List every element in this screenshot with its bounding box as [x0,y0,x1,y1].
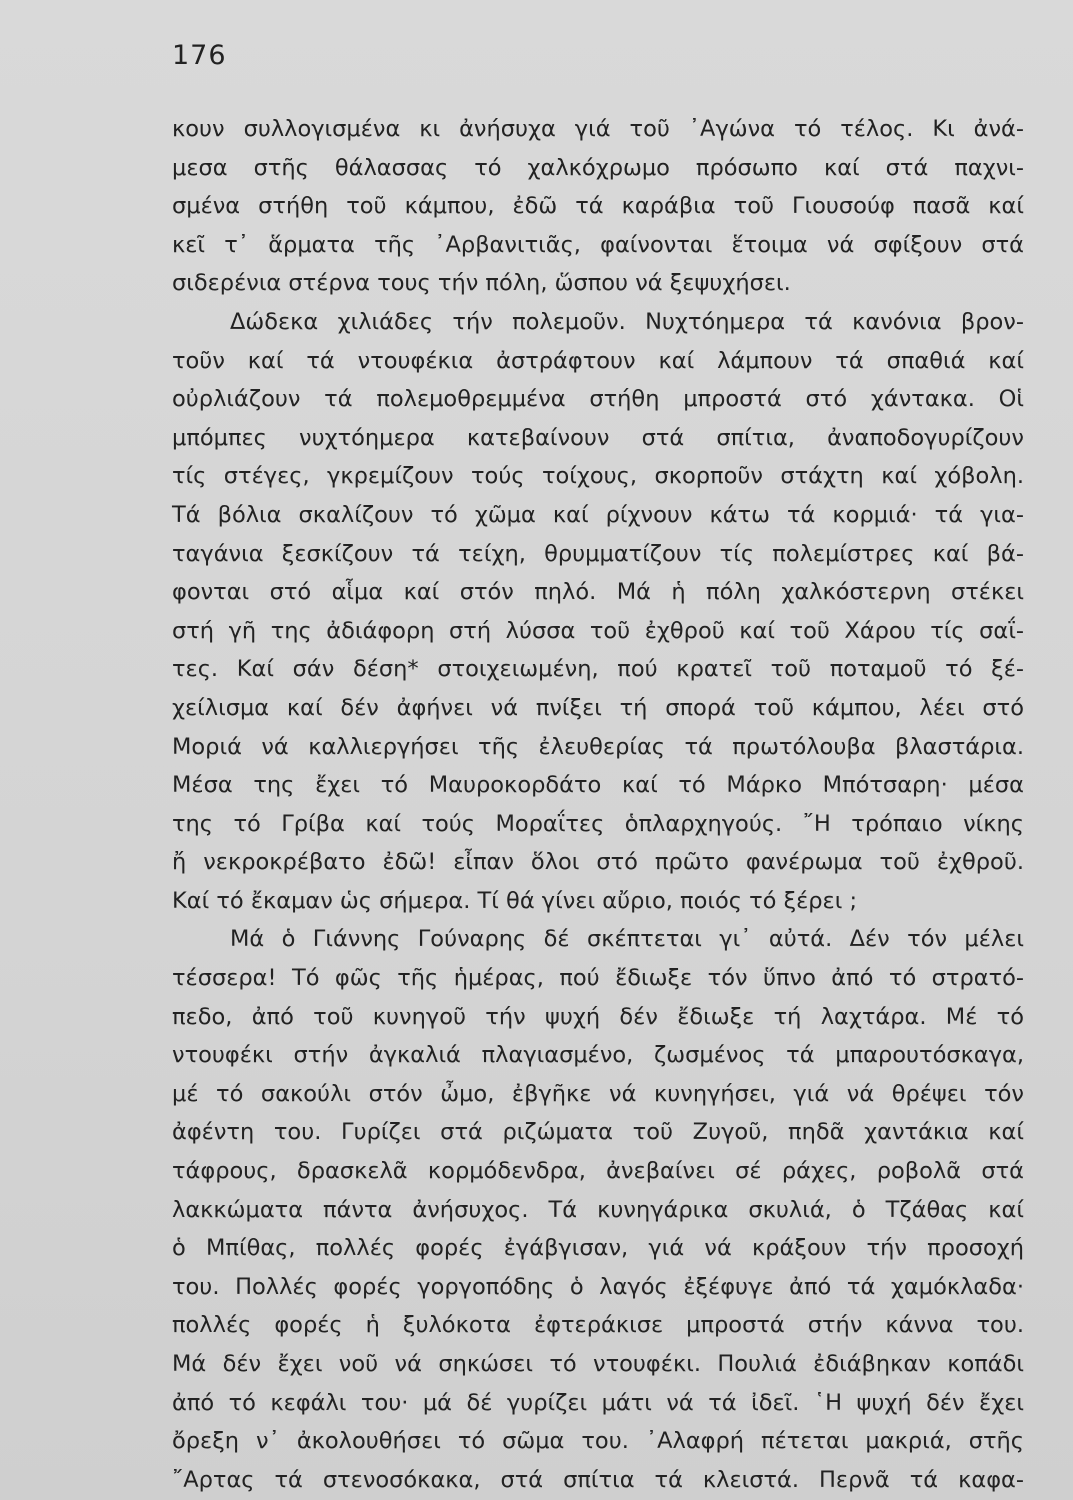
text-line: ῎Αρτας τά στενοσόκακα, στά σπίτια τά κλειστά. Περνᾶ τά καφα- [172,1466,1024,1493]
text-line: Μέσα της ἔχει τό Μαυροκορδάτο καί τό Μάρκο Μπότσαρη· μέσα [172,772,1024,799]
text-line: ὁ Μπίθας, πολλές φορές ἐγάβγισαν, γιά νά κράξουν τήν προσοχή [172,1235,1024,1262]
text-line: τέσσερα! Τό φῶς τῆς ἡμέρας, πού ἔδιωξε τόν ὕπνο ἀπό τό στρατό- [172,965,1024,992]
text-line: φονται στό αἷμα καί στόν πηλό. Μά ἡ πόλη χαλκόστερνη στέκει [172,579,1024,606]
text-line: στή γῆ της ἀδιάφορη στή λύσσα τοῦ ἐχθροῦ καί τοῦ Χάρου τίς σαΐ- [172,617,1024,644]
text-line: σμένα στήθη τοῦ κάμπου, ἐδῶ τά καράβια τοῦ Γιουσούφ πασᾶ καί [172,193,1024,220]
text-line: κουν συλλογισμένα κι ἀνήσυχα γιά τοῦ ᾿Αγώνα τό τέλος. Κι ἀνά- [172,116,1024,142]
text-line: τάφρους, δρασκελᾶ κορμόδενδρα, ἀνεβαίνει σέ ράχες, ροβολᾶ στά [172,1158,1024,1185]
text-line: Τά βόλια σκαλίζουν τό χῶμα καί ρίχνουν κάτω τά κορμιά· τά για- [172,501,1024,528]
text-line: μπόμπες νυχτόημερα κατεβαίνουν στά σπίτια, ἀναποδογυρίζουν [172,424,1024,451]
text-line: ντουφέκι στήν ἀγκαλιά πλαγιασμένο, ζωσμένος τά μπαρουτόσκαγα, [172,1042,1024,1069]
text-line: σιδερένια στέρνα τους τήν πόλη, ὥσπου νά ξεψυχήσει. [172,270,791,297]
text-line: κεῖ τ᾿ ἅρματα τῆς ᾿Αρβανιτιᾶς, φαίνονται ἕτοιμα νά σφίξουν στά [172,231,1024,258]
text-line: του. Πολλές φορές γοργοπόδης ὁ λαγός ἐξέφυγε ἀπό τά χαμόκλαδα· [172,1273,1024,1300]
text-line: τες. Καί σάν δέση* στοιχειωμένη, πού κρατεῖ τοῦ ποταμοῦ τό ξέ- [172,656,1024,683]
text-line: τίς στέγες, γκρεμίζουν τούς τοίχους, σκορποῦν στάχτη καί χόβολη. [172,463,1024,490]
text-line: τοῦν καί τά ντουφέκια ἀστράφτουν καί λάμπουν τά σπαθιά καί [172,347,1024,374]
text-line: Μά δέν ἔχει νοῦ νά σηκώσει τό ντουφέκι. Πουλιά ἐδιάβηκαν κοπάδι [172,1351,1024,1377]
text-line: ἀπό τό κεφάλι του· μά δέ γυρίζει μάτι νά τά ἰδεῖ. ῾Η ψυχή δέν ἔχει [172,1389,1024,1416]
text-line: Καί τό ἔκαμαν ὡς σήμερα. Τί θά γίνει αὔριο, ποιός τό ξέρει ; [172,887,858,914]
text-line: της τό Γρίβα καί τούς Μοραΐτες ὁπλαρχηγούς. ῎Η τρόπαιο νίκης [172,810,1024,837]
text-line: ὄρεξη ν᾿ ἀκολουθήσει τό σῶμα του. ᾿Αλαφρή πέτεται μακριά, στῆς [172,1428,1024,1455]
text-line: μέ τό σακούλι στόν ὦμο, ἐβγῆκε νά κυνηγήσει, γιά νά θρέψει τόν [172,1080,1024,1107]
text-line: ἤ νεκροκρέβατο ἐδῶ! εἶπαν ὅλοι στό πρῶτο φανέρωμα τοῦ ἐχθροῦ. [172,849,1024,876]
page-number: 176 [172,40,227,71]
body-text [172,110,1024,1499]
text-line: λακκώματα πάντα ἀνήσυχος. Τά κυνηγάρικα σκυλιά, ὁ Τζάθας καί [172,1196,1024,1223]
text-line: χείλισμα καί δέν ἀφήνει νά πνίξει τή σπορά τοῦ κάμπου, λέει στό [172,694,1024,721]
text-line: Μοριά νά καλλιεργήσει τῆς ἐλευθερίας τά πρωτόλουβα βλαστάρια. [172,733,1024,760]
text-line: πεδο, ἀπό τοῦ κυνηγοῦ τήν ψυχή δέν ἔδιωξε τή λαχτάρα. Μέ τό [172,1003,1024,1030]
text-line: πολλές φορές ἡ ξυλόκοτα ἐφτεράκισε μπροστά στήν κάννα του. [172,1312,1024,1339]
text-line: ταγάνια ξεσκίζουν τά τείχη, θρυμματίζουν τίς πολεμίστρες καί βά- [172,540,1024,567]
text-line: Δώδεκα χιλιάδες τήν πολεμοῦν. Νυχτόημερα τά κανόνια βρον- [230,308,1024,335]
text-line: Μά ὁ Γιάννης Γούναρης δέ σκέπτεται γι᾿ αὐτά. Δέν τόν μέλει [230,926,1024,953]
text-line: μεσα στῆς θάλασσας τό χαλκόχρωμο πρόσωπο καί στά παχνι- [172,154,1024,181]
text-line: ἀφέντη του. Γυρίζει στά ριζώματα τοῦ Ζυγοῦ, πηδᾶ χαντάκια καί [172,1119,1024,1146]
text-line: οὐρλιάζουν τά πολεμοθρεμμένα στήθη μπροστά στό χάντακα. Οἱ [172,386,1024,413]
